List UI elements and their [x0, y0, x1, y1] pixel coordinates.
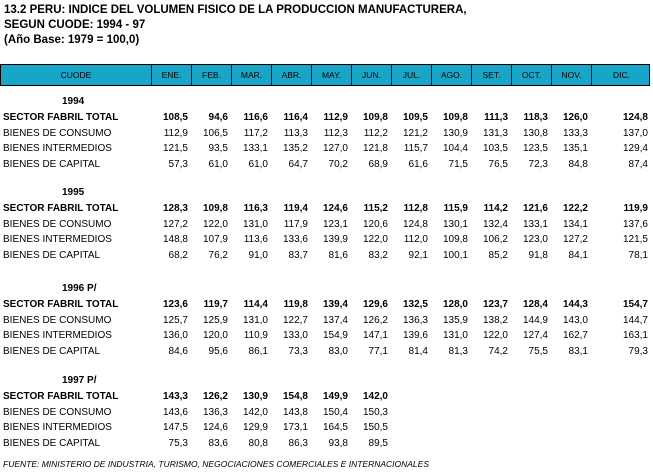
table-cell: 132,4 [482, 218, 508, 230]
table-cell: 128,3 [162, 203, 188, 214]
table-cell: 142,0 [362, 391, 388, 402]
table-cell: 132,5 [402, 299, 428, 310]
table-cell: 164,5 [322, 422, 348, 433]
table-cell: 77,1 [368, 345, 388, 357]
table-cell: 118,3 [523, 112, 548, 123]
table-cell: 131,3 [482, 127, 508, 139]
table-cell: 114,4 [243, 299, 268, 310]
table-row [0, 344, 653, 359]
row-label: BIENES DE CAPITAL [3, 249, 101, 261]
table-row [0, 248, 653, 263]
table-cell: 85,2 [488, 249, 508, 261]
table-cell: 87,4 [628, 158, 648, 170]
table-cell: 74,2 [488, 345, 508, 357]
table-cell: 117,2 [243, 127, 268, 139]
header-month: SET. [471, 65, 511, 85]
table-cell: 130,8 [522, 127, 548, 139]
table-cell: 133,1 [522, 218, 548, 230]
row-label: BIENES DE CAPITAL [3, 345, 101, 357]
table-cell: 112,9 [163, 127, 188, 139]
table-cell: 134,1 [562, 218, 588, 230]
table-cell: 143,3 [162, 391, 188, 402]
table-cell: 144,7 [622, 314, 648, 326]
table-cell: 109,5 [402, 112, 428, 123]
header-month: MAR. [231, 65, 271, 85]
table-cell: 130,9 [442, 127, 468, 139]
table-cell: 57,3 [168, 158, 188, 170]
table-cell: 133,1 [242, 143, 268, 154]
section-year-label: 1995 [62, 187, 85, 198]
row-label: BIENES INTERMEDIOS [3, 143, 112, 154]
table-cell: 92,1 [408, 249, 428, 261]
table-cell: 81,4 [408, 345, 428, 357]
table-cell: 91,8 [528, 249, 548, 261]
table-cell: 114,2 [483, 203, 508, 214]
table-cell: 112,0 [403, 234, 428, 245]
table-cell: 125,9 [202, 314, 228, 326]
row-label: BIENES DE CAPITAL [3, 437, 101, 449]
table-cell: 83,7 [288, 249, 308, 261]
table-cell: 137,0 [622, 127, 648, 139]
table-cell: 121,8 [362, 143, 388, 154]
table-cell: 147,1 [362, 330, 388, 341]
source-footnote: FUENTE: MINISTERIO DE INDUSTRIA, TURISMO, NEGOCIACIONES COMERCIALES E INTERNACIONALES [3, 459, 429, 469]
table-cell: 138,2 [482, 314, 508, 326]
table-row [0, 328, 653, 343]
table-header [0, 64, 650, 86]
table-cell: 135,1 [562, 143, 588, 154]
section-year-label: 1996 P/ [62, 283, 97, 294]
table-cell: 124,6 [322, 203, 348, 214]
table-cell: 143,8 [282, 406, 308, 418]
table-cell: 121,6 [522, 203, 548, 214]
table-cell: 123,1 [322, 218, 348, 230]
table-cell: 139,4 [322, 299, 348, 310]
row-label: BIENES INTERMEDIOS [3, 330, 112, 341]
table-cell: 136,0 [162, 330, 188, 341]
table-cell: 79,3 [628, 345, 648, 357]
table-cell: 133,3 [562, 127, 588, 139]
row-label: BIENES INTERMEDIOS [3, 234, 112, 245]
table-cell: 81,6 [328, 249, 348, 261]
table-cell: 130,1 [442, 218, 468, 230]
row-label: BIENES DE CAPITAL [3, 158, 101, 170]
table-cell: 76,2 [208, 249, 228, 261]
table-cell: 116,6 [243, 112, 268, 123]
header-month: DIC. [591, 65, 651, 85]
title-line-2: SEGUN CUODE: 1994 - 97 [4, 19, 146, 31]
table-cell: 163,1 [622, 330, 648, 341]
table-cell: 113,6 [243, 234, 268, 245]
table-cell: 127,0 [322, 143, 348, 154]
table-cell: 89,5 [368, 437, 388, 449]
title-line-1: 13.2 PERU: INDICE DEL VOLUMEN FISICO DE LA PRODUCCION MANUFACTURERA, [4, 4, 467, 16]
row-label: BIENES DE CONSUMO [3, 127, 112, 139]
row-label: BIENES DE CONSUMO [3, 406, 112, 418]
table-cell: 72,3 [528, 158, 548, 170]
table-cell: 106,2 [482, 234, 508, 245]
table-cell: 135,2 [282, 143, 308, 154]
table-row [0, 201, 653, 216]
table-cell: 83,6 [208, 437, 228, 449]
table-cell: 130,9 [242, 391, 268, 402]
table-cell: 137,4 [322, 314, 348, 326]
header-month: ABR. [271, 65, 311, 85]
table-cell: 125,7 [162, 314, 188, 326]
table-cell: 73,3 [288, 345, 308, 357]
table-cell: 61,6 [408, 158, 428, 170]
table-cell: 123,0 [522, 234, 548, 245]
table-cell: 124,8 [622, 112, 648, 123]
table-cell: 119,8 [283, 299, 308, 310]
table-cell: 121,5 [162, 143, 188, 154]
table-cell: 108,5 [162, 112, 188, 123]
table-cell: 93,8 [328, 437, 348, 449]
table-cell: 112,8 [403, 203, 428, 214]
table-cell: 147,5 [162, 422, 188, 433]
table-cell: 119,7 [203, 299, 228, 310]
table-cell: 133,6 [282, 234, 308, 245]
table-cell: 136,3 [202, 406, 228, 418]
table-cell: 123,5 [522, 143, 548, 154]
table-cell: 121,2 [402, 127, 428, 139]
table-cell: 83,2 [368, 249, 388, 261]
table-cell: 100,1 [442, 249, 468, 261]
table-cell: 128,0 [442, 299, 468, 310]
table-cell: 112,3 [323, 127, 348, 139]
table-cell: 70,2 [328, 158, 348, 170]
table-cell: 143,0 [562, 314, 588, 326]
table-cell: 127,4 [522, 330, 548, 341]
table-cell: 123,6 [162, 299, 188, 310]
table-cell: 95,6 [208, 345, 228, 357]
table-cell: 116,3 [243, 203, 268, 214]
header-month: AGO. [431, 65, 471, 85]
table-cell: 75,5 [528, 345, 548, 357]
table-row [0, 420, 653, 435]
table-row [0, 232, 653, 247]
table-cell: 122,0 [482, 330, 508, 341]
table-cell: 148,8 [162, 234, 188, 245]
header-month: JUL. [391, 65, 431, 85]
table-cell: 150,4 [322, 406, 348, 418]
header-month: NOV. [551, 65, 591, 85]
row-label: SECTOR FABRIL TOTAL [3, 112, 119, 123]
table-cell: 120,6 [362, 218, 388, 230]
table-cell: 109,8 [442, 112, 468, 123]
table-row [0, 110, 653, 125]
table-cell: 78,1 [628, 249, 648, 261]
table-cell: 116,4 [283, 112, 308, 123]
table-cell: 124,8 [402, 218, 428, 230]
table-cell: 129,4 [622, 143, 648, 154]
table-cell: 119,4 [283, 203, 308, 214]
table-cell: 154,8 [282, 391, 308, 402]
header-month: ENE. [151, 65, 191, 85]
table-cell: 131,0 [242, 314, 268, 326]
table-cell: 61,0 [248, 158, 268, 170]
table-cell: 84,6 [168, 345, 188, 357]
table-cell: 126,2 [202, 391, 228, 402]
table-cell: 71,5 [448, 158, 468, 170]
row-label: SECTOR FABRIL TOTAL [3, 203, 119, 214]
table-cell: 137,6 [622, 218, 648, 230]
table-cell: 104,4 [442, 143, 468, 154]
table-row [0, 217, 653, 232]
table-cell: 75,3 [168, 437, 188, 449]
header-month: MAY. [311, 65, 351, 85]
table-cell: 110,9 [243, 330, 268, 341]
title-line-3: (Año Base: 1979 = 100,0) [4, 34, 140, 46]
header-cuode: CUODE [60, 70, 92, 80]
table-cell: 123,7 [482, 299, 508, 310]
table-cell: 61,0 [208, 158, 228, 170]
table-cell: 86,1 [248, 345, 268, 357]
table-cell: 115,2 [363, 203, 388, 214]
table-row [0, 436, 653, 451]
table-cell: 144,9 [522, 314, 548, 326]
table-cell: 68,2 [168, 249, 188, 261]
header-month: JUN. [351, 65, 391, 85]
table-cell: 64,7 [288, 158, 308, 170]
table-cell: 111,3 [484, 112, 508, 123]
table-cell: 128,4 [522, 299, 548, 310]
section-year-label: 1997 P/ [62, 375, 97, 386]
row-label: BIENES DE CONSUMO [3, 218, 112, 230]
table-cell: 154,7 [622, 299, 648, 310]
table-cell: 112,9 [323, 112, 348, 123]
table-row [0, 126, 653, 141]
table-title [4, 3, 467, 48]
table-cell: 150,5 [362, 422, 388, 433]
table-cell: 122,7 [282, 314, 308, 326]
table-cell: 94,6 [208, 112, 228, 123]
table-cell: 142,0 [242, 406, 268, 418]
table-cell: 117,9 [283, 218, 308, 230]
table-cell: 91,0 [248, 249, 268, 261]
header-month: OCT. [511, 65, 551, 85]
table-cell: 83,0 [328, 345, 348, 357]
table-cell: 84,8 [568, 158, 588, 170]
table-cell: 81,3 [448, 345, 468, 357]
table-cell: 135,9 [442, 314, 468, 326]
table-cell: 139,6 [402, 330, 428, 341]
table-cell: 68,9 [368, 158, 388, 170]
row-label: BIENES DE CONSUMO [3, 314, 112, 326]
table-cell: 154,9 [322, 330, 348, 341]
table-cell: 143,6 [162, 406, 188, 418]
table-cell: 122,0 [362, 234, 388, 245]
table-cell: 126,2 [362, 314, 388, 326]
table-cell: 124,6 [202, 422, 228, 433]
table-cell: 144,3 [562, 299, 588, 310]
table-cell: 129,6 [362, 299, 388, 310]
table-row [0, 313, 653, 328]
table-row [0, 389, 653, 404]
table-cell: 162,7 [562, 330, 588, 341]
section-year-label: 1994 [62, 96, 85, 107]
table-cell: 122,0 [202, 218, 228, 230]
row-label: BIENES INTERMEDIOS [3, 422, 112, 433]
table-cell: 126,0 [562, 112, 588, 123]
table-cell: 115,7 [403, 143, 428, 154]
table-row [0, 141, 653, 156]
table-row [0, 297, 653, 312]
table-cell: 107,9 [202, 234, 228, 245]
table-cell: 112,2 [363, 127, 388, 139]
table-cell: 120,0 [202, 330, 228, 341]
table-cell: 109,8 [202, 203, 228, 214]
table-row [0, 405, 653, 420]
table-cell: 109,8 [442, 234, 468, 245]
table-cell: 93,5 [208, 143, 228, 154]
table-cell: 129,9 [242, 422, 268, 433]
table-cell: 122,2 [562, 203, 588, 214]
table-cell: 149,9 [322, 391, 348, 402]
table-cell: 115,9 [443, 203, 468, 214]
table-cell: 80,8 [248, 437, 268, 449]
table-cell: 127,2 [562, 234, 588, 245]
table-cell: 76,5 [488, 158, 508, 170]
header-month: FEB. [191, 65, 231, 85]
table-cell: 83,1 [568, 345, 588, 357]
table-cell: 119,9 [623, 203, 648, 214]
table-cell: 136,3 [402, 314, 428, 326]
table-cell: 131,0 [242, 218, 268, 230]
table-cell: 133,0 [282, 330, 308, 341]
table-cell: 127,2 [162, 218, 188, 230]
table-cell: 139,9 [322, 234, 348, 245]
table-cell: 109,8 [362, 112, 388, 123]
table-cell: 86,3 [288, 437, 308, 449]
table-row [0, 157, 653, 172]
table-cell: 150,3 [362, 406, 388, 418]
table-cell: 106,5 [202, 127, 228, 139]
table-cell: 131,0 [442, 330, 468, 341]
row-label: SECTOR FABRIL TOTAL [3, 391, 119, 402]
table-cell: 113,3 [283, 127, 308, 139]
table-cell: 84,1 [568, 249, 588, 261]
table-cell: 121,5 [622, 234, 648, 245]
row-label: SECTOR FABRIL TOTAL [3, 299, 119, 310]
table-cell: 103,5 [482, 143, 508, 154]
table-cell: 173,1 [282, 422, 308, 433]
